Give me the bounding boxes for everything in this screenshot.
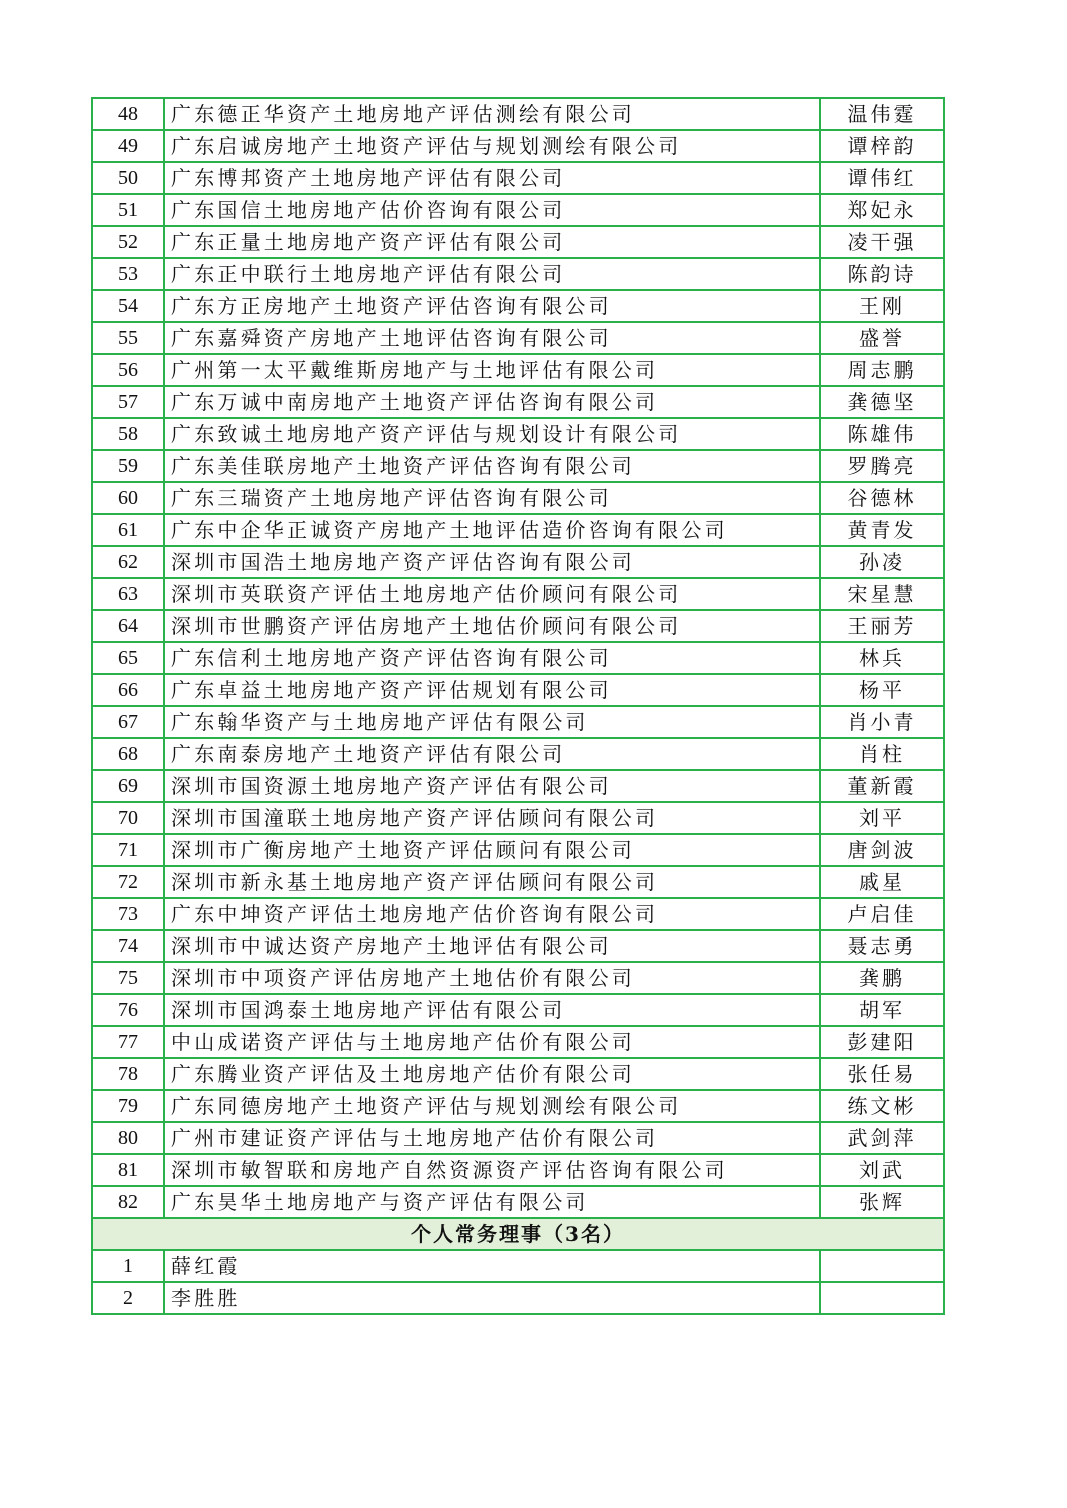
table-row	[92, 1250, 944, 1282]
table-row	[92, 610, 944, 642]
row-number: 67	[92, 706, 164, 738]
row-number: 64	[92, 610, 164, 642]
table-row	[92, 322, 944, 354]
table-row	[92, 1122, 944, 1154]
representative-name: 张辉	[820, 1186, 944, 1218]
row-number: 81	[92, 1154, 164, 1186]
representative-name: 罗腾亮	[820, 450, 944, 482]
row-number: 63	[92, 578, 164, 610]
representative-name: 戚星	[820, 866, 944, 898]
company-name: 广东中企华正诚资产房地产土地评估造价咨询有限公司	[164, 514, 820, 546]
representative-name: 龚德坚	[820, 386, 944, 418]
row-number: 66	[92, 674, 164, 706]
table-row	[92, 802, 944, 834]
row-number: 74	[92, 930, 164, 962]
row-number: 56	[92, 354, 164, 386]
representative-name: 卢启佳	[820, 898, 944, 930]
row-number: 60	[92, 482, 164, 514]
row-number: 72	[92, 866, 164, 898]
row-number: 65	[92, 642, 164, 674]
representative-name: 刘武	[820, 1154, 944, 1186]
table-row	[92, 546, 944, 578]
company-name: 广东嘉舜资产房地产土地评估咨询有限公司	[164, 322, 820, 354]
row-number: 55	[92, 322, 164, 354]
company-name: 广东国信土地房地产估价咨询有限公司	[164, 194, 820, 226]
row-number: 48	[92, 98, 164, 130]
row-number: 52	[92, 226, 164, 258]
row-number: 62	[92, 546, 164, 578]
company-name: 深圳市中诚达资产房地产土地评估有限公司	[164, 930, 820, 962]
table-row	[92, 898, 944, 930]
representative-name: 肖小青	[820, 706, 944, 738]
row-number: 49	[92, 130, 164, 162]
representative-name: 凌干强	[820, 226, 944, 258]
representative-name: 刘平	[820, 802, 944, 834]
company-name: 广东同德房地产土地资产评估与规划测绘有限公司	[164, 1090, 820, 1122]
company-name: 深圳市国资源土地房地产资产评估有限公司	[164, 770, 820, 802]
row-number: 1	[92, 1250, 164, 1282]
section-header-row	[92, 1218, 944, 1250]
table-row	[92, 290, 944, 322]
representative-name: 武剑萍	[820, 1122, 944, 1154]
representative-name: 王刚	[820, 290, 944, 322]
table-row	[92, 706, 944, 738]
row-number: 59	[92, 450, 164, 482]
company-name: 广东正量土地房地产资产评估有限公司	[164, 226, 820, 258]
table-row	[92, 994, 944, 1026]
table-row	[92, 962, 944, 994]
table-row	[92, 1058, 944, 1090]
empty-cell	[820, 1282, 944, 1314]
representative-name: 谷德林	[820, 482, 944, 514]
row-number: 78	[92, 1058, 164, 1090]
row-number: 50	[92, 162, 164, 194]
table-row	[92, 514, 944, 546]
representative-name: 唐剑波	[820, 834, 944, 866]
table-row	[92, 866, 944, 898]
table-row	[92, 930, 944, 962]
representative-name: 郑妃永	[820, 194, 944, 226]
table-row	[92, 162, 944, 194]
representative-name: 谭伟红	[820, 162, 944, 194]
company-name: 深圳市中项资产评估房地产土地估价有限公司	[164, 962, 820, 994]
company-name: 广东博邦资产土地房地产评估有限公司	[164, 162, 820, 194]
company-name: 广东方正房地产土地资产评估咨询有限公司	[164, 290, 820, 322]
table-row	[92, 770, 944, 802]
table-row	[92, 642, 944, 674]
row-number: 77	[92, 1026, 164, 1058]
table-row	[92, 226, 944, 258]
table-row	[92, 674, 944, 706]
company-name: 深圳市国浩土地房地产资产评估咨询有限公司	[164, 546, 820, 578]
table-row	[92, 834, 944, 866]
representative-name: 陈雄伟	[820, 418, 944, 450]
representative-name: 周志鹏	[820, 354, 944, 386]
company-name: 广东启诚房地产土地资产评估与规划测绘有限公司	[164, 130, 820, 162]
table-row	[92, 386, 944, 418]
table-row	[92, 98, 944, 130]
row-number: 2	[92, 1282, 164, 1314]
representative-name: 董新霞	[820, 770, 944, 802]
table-body	[92, 98, 944, 1314]
table-row	[92, 354, 944, 386]
company-name: 广东万诚中南房地产土地资产评估咨询有限公司	[164, 386, 820, 418]
table-row	[92, 1282, 944, 1314]
row-number: 71	[92, 834, 164, 866]
representative-name: 盛誉	[820, 322, 944, 354]
table-row	[92, 1090, 944, 1122]
company-name: 广东腾业资产评估及土地房地产估价有限公司	[164, 1058, 820, 1090]
row-number: 53	[92, 258, 164, 290]
company-name: 广东南泰房地产土地资产评估有限公司	[164, 738, 820, 770]
company-name: 广东翰华资产与土地房地产评估有限公司	[164, 706, 820, 738]
company-name: 中山成诺资产评估与土地房地产估价有限公司	[164, 1026, 820, 1058]
company-name: 广东三瑞资产土地房地产评估咨询有限公司	[164, 482, 820, 514]
table-row	[92, 738, 944, 770]
representative-name: 温伟霆	[820, 98, 944, 130]
representative-name: 杨平	[820, 674, 944, 706]
table-row	[92, 1026, 944, 1058]
representative-name: 陈韵诗	[820, 258, 944, 290]
representative-name: 孙凌	[820, 546, 944, 578]
representative-name: 王丽芳	[820, 610, 944, 642]
row-number: 51	[92, 194, 164, 226]
table-row	[92, 418, 944, 450]
representative-name: 龚鹏	[820, 962, 944, 994]
individual-name: 薛红霞	[164, 1250, 820, 1282]
company-name: 深圳市世鹏资产评估房地产土地估价顾问有限公司	[164, 610, 820, 642]
row-number: 54	[92, 290, 164, 322]
row-number: 80	[92, 1122, 164, 1154]
row-number: 73	[92, 898, 164, 930]
company-name: 广东正中联行土地房地产评估有限公司	[164, 258, 820, 290]
row-number: 57	[92, 386, 164, 418]
table-row	[92, 1186, 944, 1218]
representative-name: 谭梓韵	[820, 130, 944, 162]
section-title: 个人常务理事（3名）	[92, 1218, 944, 1250]
row-number: 70	[92, 802, 164, 834]
representative-name: 聂志勇	[820, 930, 944, 962]
company-name: 深圳市国潼联土地房地产资产评估顾问有限公司	[164, 802, 820, 834]
table-row	[92, 482, 944, 514]
company-name: 深圳市敏智联和房地产自然资源资产评估咨询有限公司	[164, 1154, 820, 1186]
representative-name: 肖柱	[820, 738, 944, 770]
company-name: 广东中坤资产评估土地房地产估价咨询有限公司	[164, 898, 820, 930]
table-row	[92, 578, 944, 610]
row-number: 79	[92, 1090, 164, 1122]
row-number: 58	[92, 418, 164, 450]
individual-name: 李胜胜	[164, 1282, 820, 1314]
representative-name: 黄青发	[820, 514, 944, 546]
member-table	[91, 97, 945, 1315]
company-name: 深圳市广衡房地产土地资产评估顾问有限公司	[164, 834, 820, 866]
row-number: 69	[92, 770, 164, 802]
company-name: 广东信利土地房地产资产评估咨询有限公司	[164, 642, 820, 674]
row-number: 61	[92, 514, 164, 546]
company-name: 深圳市国鸿泰土地房地产评估有限公司	[164, 994, 820, 1026]
company-name: 广州第一太平戴维斯房地产与土地评估有限公司	[164, 354, 820, 386]
representative-name: 张任易	[820, 1058, 944, 1090]
empty-cell	[820, 1250, 944, 1282]
representative-name: 胡军	[820, 994, 944, 1026]
table-row	[92, 1154, 944, 1186]
company-name: 深圳市新永基土地房地产资产评估顾问有限公司	[164, 866, 820, 898]
table-row	[92, 130, 944, 162]
row-number: 75	[92, 962, 164, 994]
representative-name: 彭建阳	[820, 1026, 944, 1058]
company-name: 广东卓益土地房地产资产评估规划有限公司	[164, 674, 820, 706]
representative-name: 林兵	[820, 642, 944, 674]
row-number: 68	[92, 738, 164, 770]
representative-name: 宋星慧	[820, 578, 944, 610]
representative-name: 练文彬	[820, 1090, 944, 1122]
company-name: 深圳市英联资产评估土地房地产估价顾问有限公司	[164, 578, 820, 610]
table-row	[92, 194, 944, 226]
table-row	[92, 258, 944, 290]
row-number: 76	[92, 994, 164, 1026]
company-name: 广东德正华资产土地房地产评估测绘有限公司	[164, 98, 820, 130]
company-name: 广东昊华土地房地产与资产评估有限公司	[164, 1186, 820, 1218]
company-name: 广州市建证资产评估与土地房地产估价有限公司	[164, 1122, 820, 1154]
company-name: 广东美佳联房地产土地资产评估咨询有限公司	[164, 450, 820, 482]
row-number: 82	[92, 1186, 164, 1218]
company-name: 广东致诚土地房地产资产评估与规划设计有限公司	[164, 418, 820, 450]
table-row	[92, 450, 944, 482]
